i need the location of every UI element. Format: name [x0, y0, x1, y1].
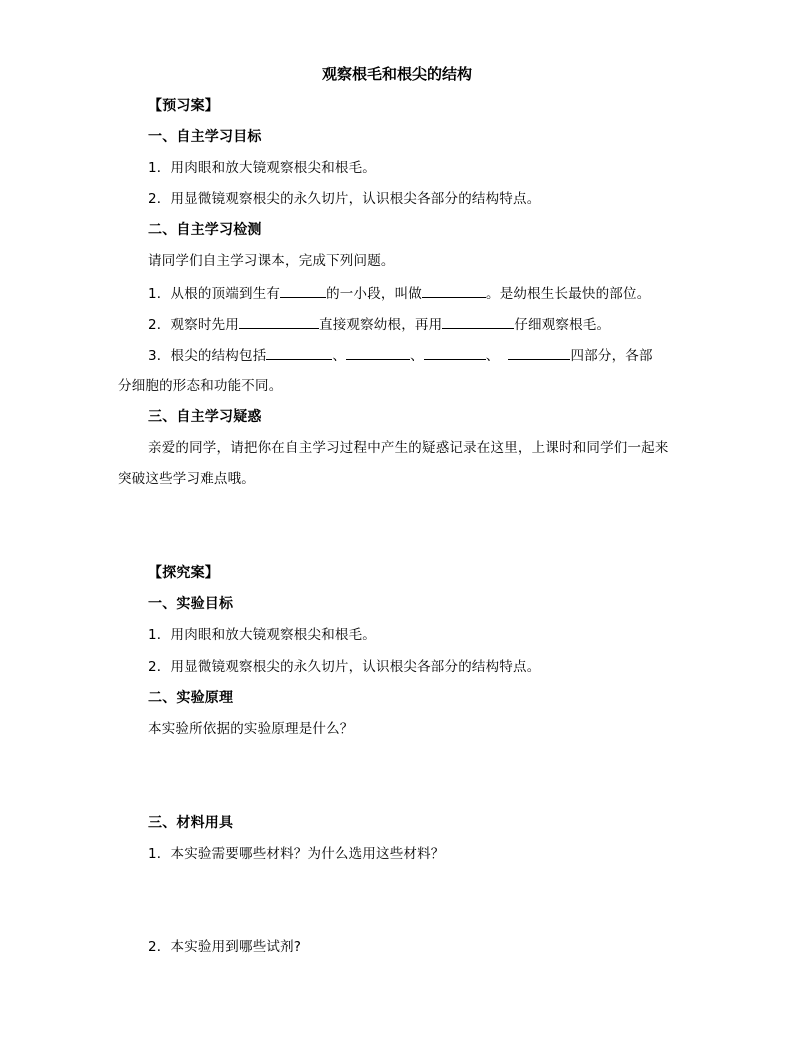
- answer-blank-2a[interactable]: [239, 314, 319, 329]
- heading-self-study-goals: 一、自主学习目标: [148, 129, 262, 145]
- answer-blank-3c[interactable]: [424, 345, 486, 360]
- section-label-preview: 【预习案】: [148, 98, 219, 114]
- doubt-text-line-2: 突破这些学习难点哦。: [118, 471, 255, 487]
- explore-goal-1: 1．用肉眼和放大镜观察根尖和根毛。: [148, 627, 376, 643]
- question-3-sep-2: 、: [410, 348, 424, 364]
- question-3-part-a: 3．根尖的结构包括: [148, 348, 267, 364]
- principle-question: 本实验所依据的实验原理是什么？: [148, 721, 354, 737]
- question-1: [148, 283, 650, 304]
- question-3-sep-1: 、: [332, 348, 347, 364]
- question-3-part-b: 四部分，各部: [570, 348, 653, 364]
- heading-experiment-goals: 一、实验目标: [148, 596, 234, 612]
- heading-self-study-check: 二、自主学习检测: [148, 222, 262, 238]
- page-title: 观察根毛和根尖的结构: [321, 65, 472, 83]
- answer-blank-3b[interactable]: [346, 345, 410, 360]
- question-2-part-a: 2．观察时先用: [148, 317, 239, 333]
- check-intro: 请同学们自主学习课本，完成下列问题。: [148, 253, 395, 269]
- question-1-part-a: 1．从根的顶端到生有: [148, 286, 281, 302]
- answer-blank-1b[interactable]: [422, 283, 486, 298]
- preview-goal-1: 1．用肉眼和放大镜观察根尖和根毛。: [148, 160, 376, 176]
- materials-question-2: 2．本实验用到哪些试剂?: [148, 939, 302, 955]
- heading-materials: 三、材料用具: [148, 815, 234, 831]
- doubt-text-line-1: 亲爱的同学，请把你在自主学习过程中产生的疑惑记录在这里，上课时和同学们一起来: [148, 440, 669, 456]
- question-3-continued: 分细胞的形态和功能不同。: [118, 378, 283, 394]
- heading-experiment-principle: 二、实验原理: [148, 690, 234, 706]
- answer-blank-1a[interactable]: [280, 283, 326, 298]
- answer-blank-3d[interactable]: [508, 345, 570, 360]
- question-3: [148, 345, 653, 366]
- explore-goal-2: 2．用显微镜观察根尖的永久切片，认识根尖各部分的结构特点。: [148, 659, 541, 675]
- preview-goal-2: 2．用显微镜观察根尖的永久切片，认识根尖各部分的结构特点。: [148, 191, 541, 207]
- question-2: [148, 314, 610, 335]
- question-2-part-c: 仔细观察根毛。: [514, 317, 611, 333]
- question-1-part-c: 。是幼根生长最快的部位。: [486, 286, 651, 302]
- answer-blank-2b[interactable]: [442, 314, 514, 329]
- materials-question-1: 1．本实验需要哪些材料？为什么选用这些材料？: [148, 846, 445, 862]
- question-3-sep-3: 、: [485, 348, 500, 364]
- question-2-part-b: 直接观察幼根，再用: [319, 317, 443, 333]
- heading-self-study-doubts: 三、自主学习疑惑: [148, 409, 262, 425]
- answer-blank-3a[interactable]: [266, 345, 332, 360]
- question-1-part-b: 的一小段，叫做: [326, 286, 422, 302]
- section-label-explore: 【探究案】: [148, 565, 219, 581]
